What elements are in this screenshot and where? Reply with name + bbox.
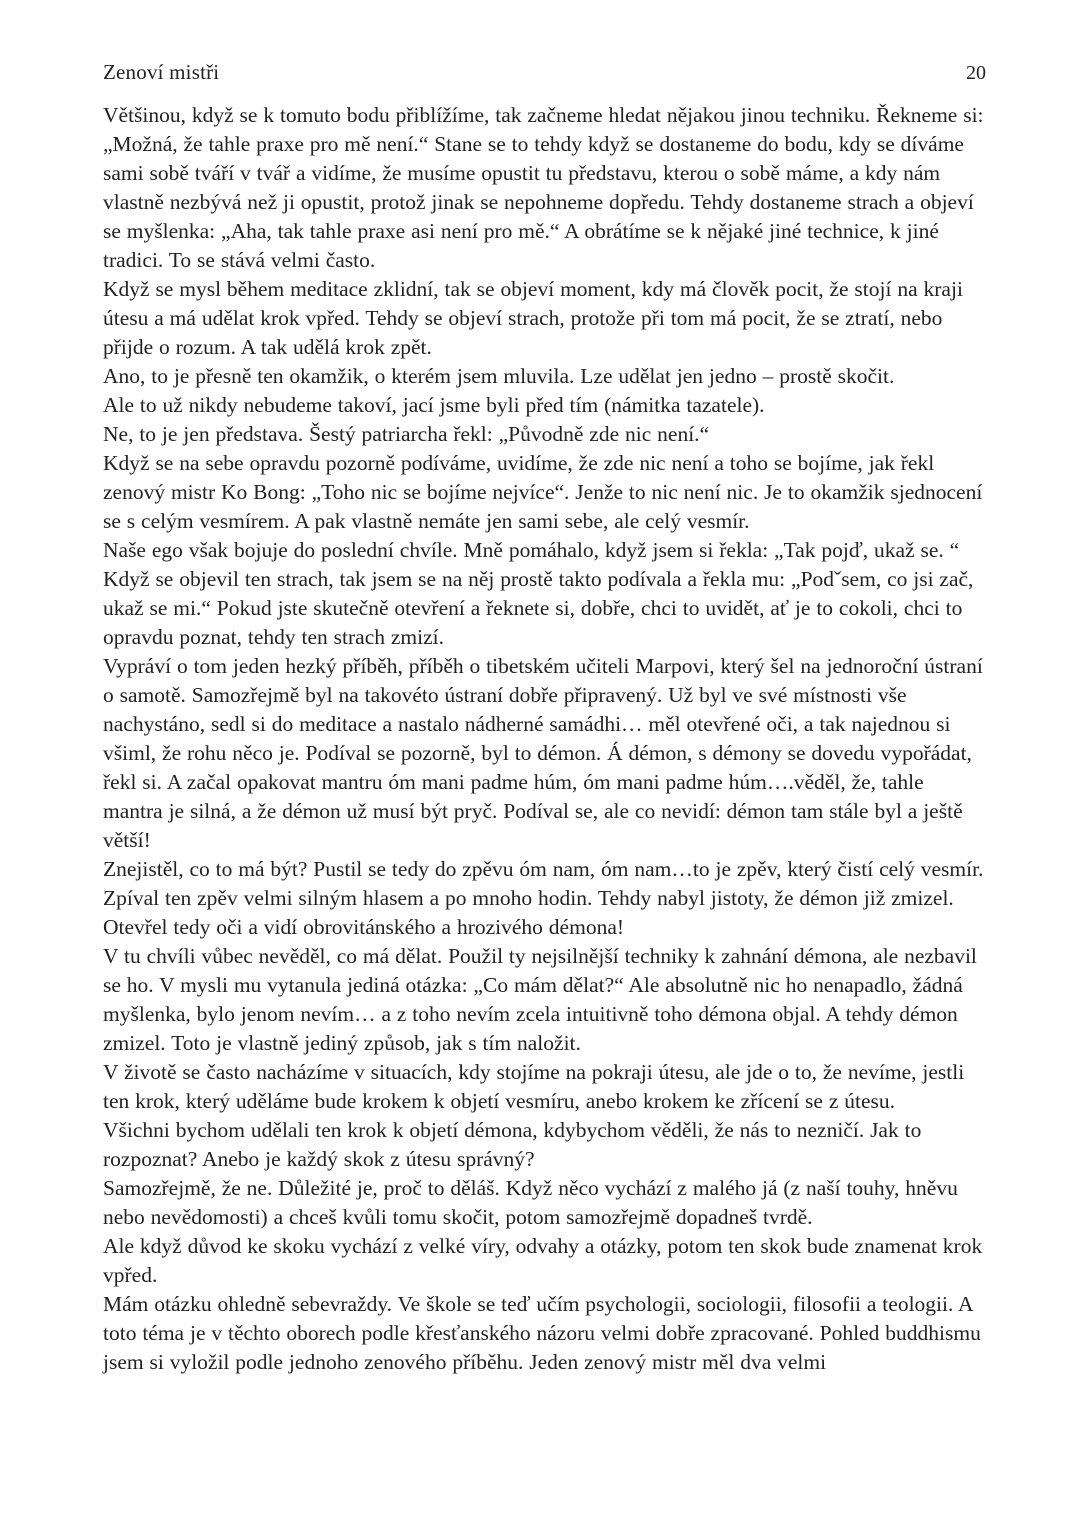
running-head	[103, 60, 986, 85]
paragraph: Naše ego však bojuje do poslední chvíle. Mně pomáhalo, když jsem si řekla: „Tak pojď, ukaž se. “ Když se objevil ten strach, tak jsem se na něj prostě takto podívala a řekla mu: „Podˇsem, co jsi zač, ukaž se mi.“ Pokud jste skutečně otevření a řeknete si, dobře, chci to uvidět, ať je to cokoli, chci to opravdu poznat, tehdy ten strach zmizí.	[103, 538, 974, 650]
paragraph: V tu chvíli vůbec nevěděl, co má dělat. Použil ty nejsilnější techniky k zahnání démona, ale nezbavil se ho. V mysli mu vytanula jediná otázka: „Co mám dělat?“ Ale absolutně nic ho nenapadlo, žádná myšlenka, bylo jenom nevím… a z toho nevím zcela intuitivně toho démona objal. A tehdy démon zmizel. Toto je vlastně jediný způsob, jak s tím naložit.	[103, 944, 977, 1056]
paragraph: Znejistěl, co to má být? Pustil se tedy do zpěvu óm nam, óm nam…to je zpěv, který čistí celý vesmír. Zpíval ten zpěv velmi silným hlasem a po mnoho hodin. Tehdy nabyl jistoty, že démon již zmizel. Otevřel tedy oči a vidí obrovitánského a hrozivého démona!	[103, 857, 984, 940]
paragraph: Vypráví o tom jeden hezký příběh, příběh o tibetském učiteli Marpovi, který šel na jednoroční ústraní o samotě. Samozřejmě byl na takovéto ústraní dobře připravený. Už byl ve své místnosti vše nachystáno, sedl si do meditace a nastalo nádherné samádhi… měl otevřené oči, a tak najednou si všiml, že rohu něco je. Podíval se pozorně, byl to démon. Á démon, s démony se dovedu vypořádat, řekl si. A začal opakovat mantru óm mani padme húm, óm mani padme húm….věděl, že, tahle mantra je silná, a že démon už musí být pryč. Podíval se, ale co nevidí: démon tam stále byl a ještě větší!	[103, 654, 983, 853]
page-number: 20	[966, 62, 986, 84]
paragraph: Ano, to je přesně ten okamžik, o kterém jsem mluvila. Lze udělat jen jedno – prostě skočit.	[103, 364, 895, 389]
paragraph: Ale když důvod ke skoku vychází z velké víry, odvahy a otázky, potom ten skok bude znamenat krok vpřed.	[103, 1234, 983, 1288]
paragraph: Ale to už nikdy nebudeme takoví, jací jsme byli před tím (námitka tazatele).	[103, 393, 765, 418]
paragraph: Samozřejmě, že ne. Důležité je, proč to děláš. Když něco vychází z malého já (z naší touhy, hněvu nebo nevědomosti) a chceš kvůli tomu skočit, potom samozřejmě dopadneš tvrdě.	[103, 1176, 958, 1230]
paragraph: Většinou, když se k tomuto bodu přiblížíme, tak začneme hledat nějakou jinou techniku. Řekneme si: „Možná, že tahle praxe pro mě není.“ Stane se to tehdy když se dostaneme do bodu, kdy se díváme sami sobě tváří v tvář a vidíme, že musíme opustit tu představu, kterou o sobě máme, a kdy nám vlastně nezbývá než ji opustit, protož jinak se nepohneme dopředu. Tehdy dostaneme strach a objeví se myšlenka: „Aha, tak tahle praxe asi není pro mě.“ A obrátíme se k nějaké jiné technice, k jiné tradici. To se stává velmi často.	[103, 103, 984, 273]
paragraph: V životě se často nacházíme v situacích, kdy stojíme na pokraji útesu, ale jde o to, že nevíme, jestli ten krok, který uděláme bude krokem k objetí vesmíru, anebo krokem ke zřícení se z útesu.	[103, 1060, 965, 1114]
page-title: Zenoví mistři	[103, 60, 220, 84]
body-text	[103, 101, 986, 1377]
paragraph: Když se mysl během meditace zklidní, tak se objeví moment, kdy má člověk pocit, že stojí na kraji útesu a má udělat krok vpřed. Tehdy se objeví strach, protože při tom má pocit, že se ztratí, nebo přijde o rozum. A tak udělá krok zpět.	[103, 277, 963, 360]
paragraph: Když se na sebe opravdu pozorně podíváme, uvidíme, že zde nic není a toho se bojíme, jak řekl zenový mistr Ko Bong: „Toho nic se bojíme nejvíce“. Jenže to nic není nic. Je to okamžik sjednocení se s celým vesmírem. A pak vlastně nemáte jen sami sebe, ale celý vesmír.	[103, 451, 983, 534]
paragraph: Všichni bychom udělali ten krok k objetí démona, kdybychom věděli, že nás to nezničí. Jak to rozpoznat? Anebo je každý skok z útesu správný?	[103, 1118, 922, 1172]
paragraph: Ne, to je jen představa. Šestý patriarcha řekl: „Původně zde nic není.“	[103, 422, 710, 447]
paragraph: Mám otázku ohledně sebevraždy. Ve škole se teď učím psychologii, sociologii, filosofii a teologii. A toto téma je v těchto oborech podle křesťanského názoru velmi dobře zpracované. Pohled buddhismu jsem si vyložil podle jednoho zenového příběhu. Jeden zenový mistr měl dva velmi	[103, 1292, 981, 1375]
